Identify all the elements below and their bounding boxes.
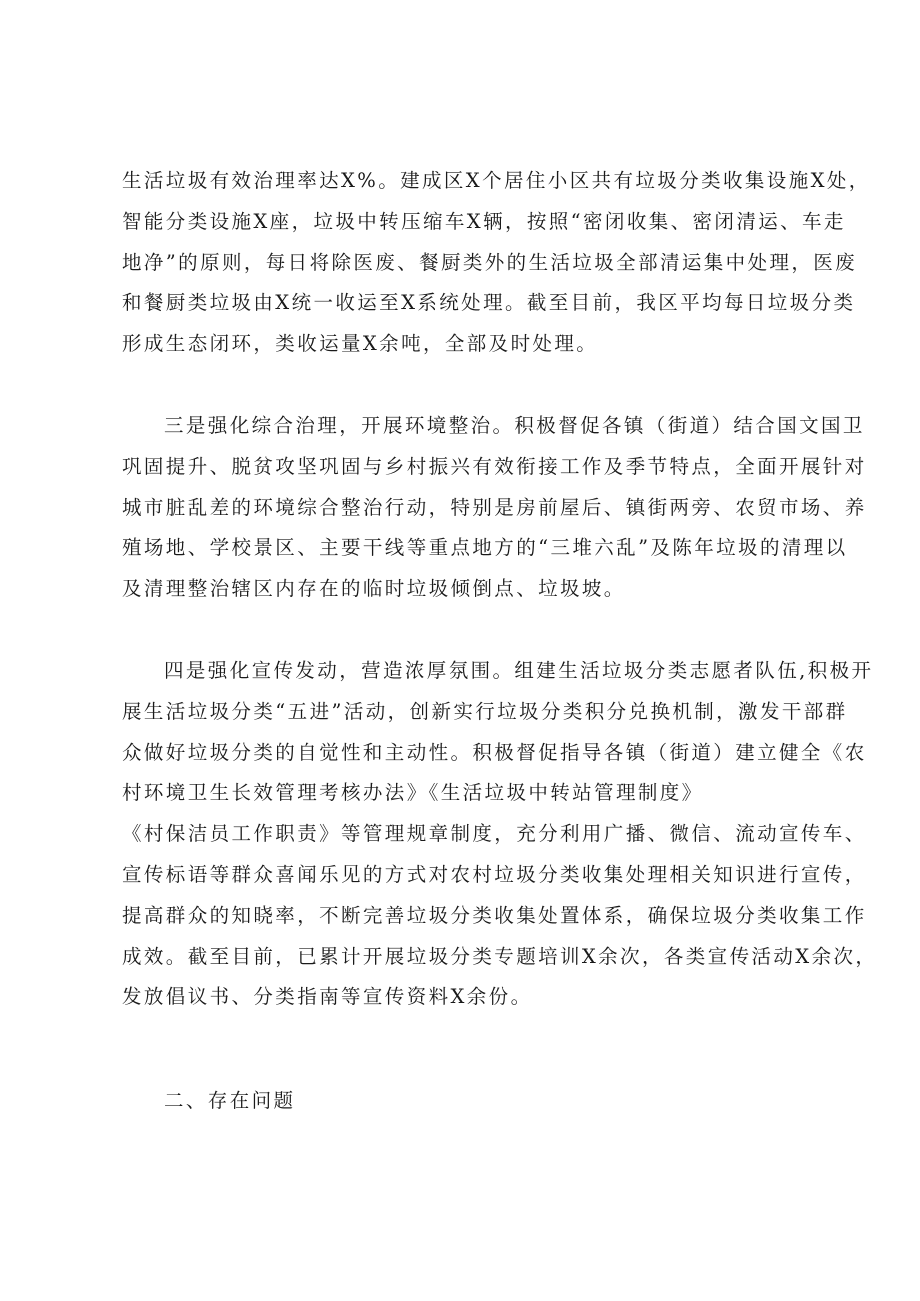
paragraph-line: 生活垃圾有效治理率达X%。建成区X个居住小区共有垃圾分类收集设施X处， [122,169,871,192]
paragraph-line: 殖场地、学校景区、主要干线等重点地方的“三堆六乱”及陈年垃圾的清理以 [122,536,848,560]
paragraph-line: 众做好垃圾分类的自觉性和主动性。积极督促指导各镇（街道）建立健全《农 [122,740,867,764]
paragraph-line: 成效。截至目前，已累计开展垃圾分类专题培训X余次，各类宣传活动X余次， [122,944,878,968]
paragraph-line: 巩固提升、脱贫攻坚巩固与乡村振兴有效衔接工作及季节特点，全面开展针对 [122,454,867,478]
paragraph-line: 地净”的原则，每日将除医废、餐厨类外的生活垃圾全部清运集中处理，医废 [122,250,858,274]
paragraph-line: 智能分类设施X座，垃圾中转压缩车X辆，按照“密闭收集、密闭清运、车走 [122,209,846,233]
paragraph-line: 村环境卫生长效管理考核办法》《生活垃圾中转站管理制度》 [122,781,704,805]
paragraph-line: 《村保洁员工作职责》等管理规章制度，充分利用广播、微信、流动宣传车、 [122,822,867,846]
paragraph-line: 三是强化综合治理，开展环境整治。积极督促各镇（街道）结合国文国卫 [164,414,865,437]
paragraph-line: 四是强化宣传发动，营造浓厚氛围。组建生活垃圾分类志愿者队伍,积极开 [164,659,874,682]
paragraph-line: 城市脏乱差的环境综合整治行动，特别是房前屋后、镇街两旁、农贸市场、养 [122,495,867,519]
paragraph-line: 及清理整治辖区内存在的临时垃圾倾倒点、垃圾坡。 [122,577,626,601]
paragraph-line: 和餐厨类垃圾由X统一收运至X系统处理。截至目前，我区平均每日垃圾分类 [122,291,856,315]
paragraph-line: 发放倡议书、分类指南等宣传资料X余份。 [122,985,533,1009]
paragraph-1 [122,161,871,365]
paragraph-line: 提高群众的知晓率，不断完善垃圾分类收集处置体系，确保垃圾分类收集工作 [122,903,867,927]
heading-text: 二、存在问题 [164,1089,296,1112]
paragraph-line: 宣传标语等群众喜闻乐见的方式对农村垃圾分类收集处理相关知识进行宣传， [122,862,867,886]
paragraph-line: 展生活垃圾分类“五进”活动，创新实行垃圾分类积分兑换机制，激发干部群 [122,699,848,723]
paragraph-line: 形成生态闭环，类收运量X余吨，全部及时处理。 [122,332,599,356]
paragraph-2 [122,406,867,610]
section-heading [122,1081,828,1122]
paragraph-3 [122,651,878,1018]
